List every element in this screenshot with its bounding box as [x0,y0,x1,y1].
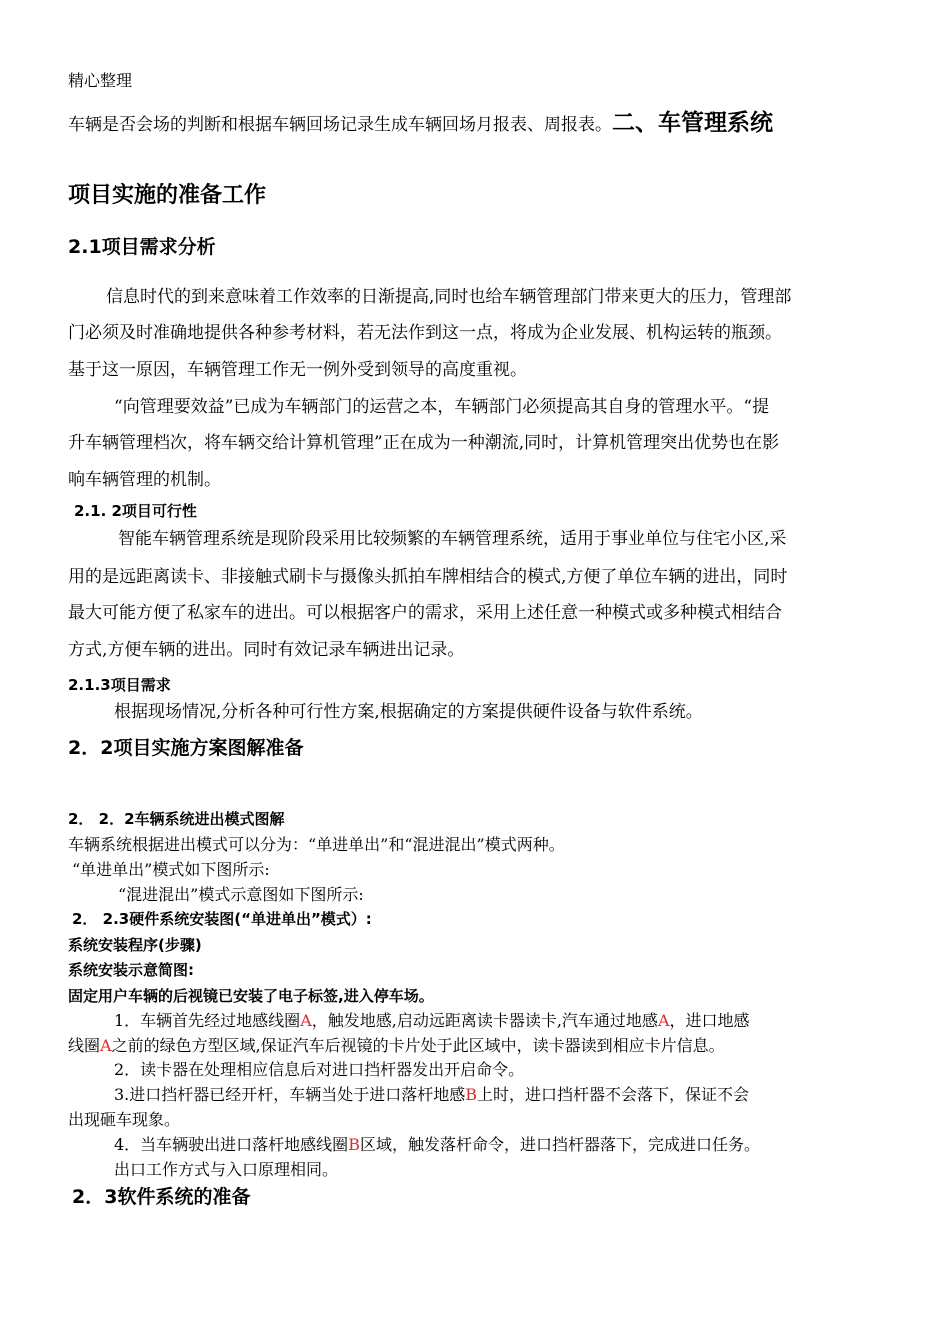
paragraph-2-1b-line-2: 升车辆管理档次，将车辆交给计算机管理”正在成为一种潮流,同时，计算机管理突出优势也在影 [68,433,780,453]
heading-2-2: 2．2项目实施方案图解准备 [68,737,304,759]
marker-a: A [657,1011,670,1030]
single-mode-line: “单进单出”模式如下图所示: [72,860,270,879]
heading-2-2-2: 2． 2．2车辆系统进出模式图解 [68,810,285,828]
heading-2-1: 2.1项目需求分析 [68,236,216,258]
heading-2-2-3: 2． 2.3硬件系统安装图(“单进单出”模式）: [72,910,372,928]
paragraph-2-1-2-line-1: 智能车辆管理系统是现阶段采用比较频繁的车辆管理系统，适用于事业单位与住宅小区,采 [118,529,787,549]
paragraph-2-1-line-2: 门必须及时准确地提供各种参考材料，若无法作到这一点，将成为企业发展、机构运转的瓶颈。 [68,323,782,343]
modes-line: 车辆系统根据进出模式可以分为：“单进单出”和“混进混出”模式两种。 [68,835,565,854]
paragraph-2-1-3: 根据现场情况,分析各种可行性方案,根据确定的方案提供硬件设备与软件系统。 [114,702,703,722]
heading-2-1-3: 2.1.3项目需求 [68,676,171,694]
section-title: 项目实施的准备工作 [68,183,267,208]
paragraph-2-1-2-line-2: 用的是远距离读卡、非接触式刷卡与摄像头抓拍车牌相结合的模式,方便了单位车辆的进出，同时 [68,567,788,587]
step-1-line-1: 1．车辆首先经过地感线圈A，触发地感,启动远距离读卡器读卡,汽车通过地感A，进口地感 [114,1011,750,1030]
header-note: 精心整理 [68,71,133,90]
heading-2-1-2: 2.1. 2项目可行性 [74,502,197,520]
paragraph-2-1-2-line-3: 最大可能方便了私家车的进出。可以根据客户的需求，采用上述任意一种模式或多种模式相结合 [68,603,782,623]
step-2: 2．读卡器在处理相应信息后对进口挡杆器发出开启命令。 [114,1060,525,1079]
paragraph-2-1-line-1: 信息时代的到来意味着工作效率的日渐提高,同时也给车辆管理部门带来更大的压力，管理部 [106,287,792,307]
system-heading: 二、车管理系统 [612,110,773,136]
intro-line [68,104,773,137]
fixed-user-note: 固定用户车辆的后视镜已安装了电子标签,进入停车场。 [68,987,434,1005]
step-4: 4．当车辆驶出进口落杆地感线圈B区域，触发落杆命令，进口挡杆器落下，完成进口任务。 [114,1135,760,1154]
mixed-mode-line: “混进混出”模式示意图如下图所示: [118,885,364,904]
step-1-line-2: 线圈A之前的绿色方型区域,保证汽车后视镜的卡片处于此区域中，读卡器读到相应卡片信息。 [68,1036,725,1055]
exit-note: 出口工作方式与入口原理相同。 [114,1160,339,1179]
intro-text: 车辆是否会场的判断和根据车辆回场记录生成车辆回场月报表、周报表。 [68,115,612,135]
paragraph-2-1-2-line-4: 方式,方便车辆的进出。同时有效记录车辆进出记录。 [68,640,465,660]
paragraph-2-1b-line-3: 响车辆管理的机制。 [68,470,221,490]
marker-a: A [300,1011,312,1030]
paragraph-2-1b-line-1: “向管理要效益”已成为车辆部门的运营之本，车辆部门必须提高其自身的管理水平。“提 [114,397,770,417]
paragraph-2-1-line-3: 基于这一原因，车辆管理工作无一例外受到领导的高度重视。 [68,360,527,380]
heading-2-3: 2．3软件系统的准备 [72,1186,251,1208]
step-3-line-1: 3.进口挡杆器已经开杆，车辆当处于进口落杆地感B上时，进口挡杆器不会落下，保证不会 [114,1085,750,1104]
marker-b: B [348,1135,360,1154]
marker-a: A [100,1036,112,1055]
install-diagram-label: 系统安装示意简图: [68,961,194,979]
install-steps-label: 系统安装程序(步骤) [68,936,202,954]
marker-b: B [465,1085,478,1104]
step-3-line-2: 出现砸车现象。 [68,1110,181,1129]
